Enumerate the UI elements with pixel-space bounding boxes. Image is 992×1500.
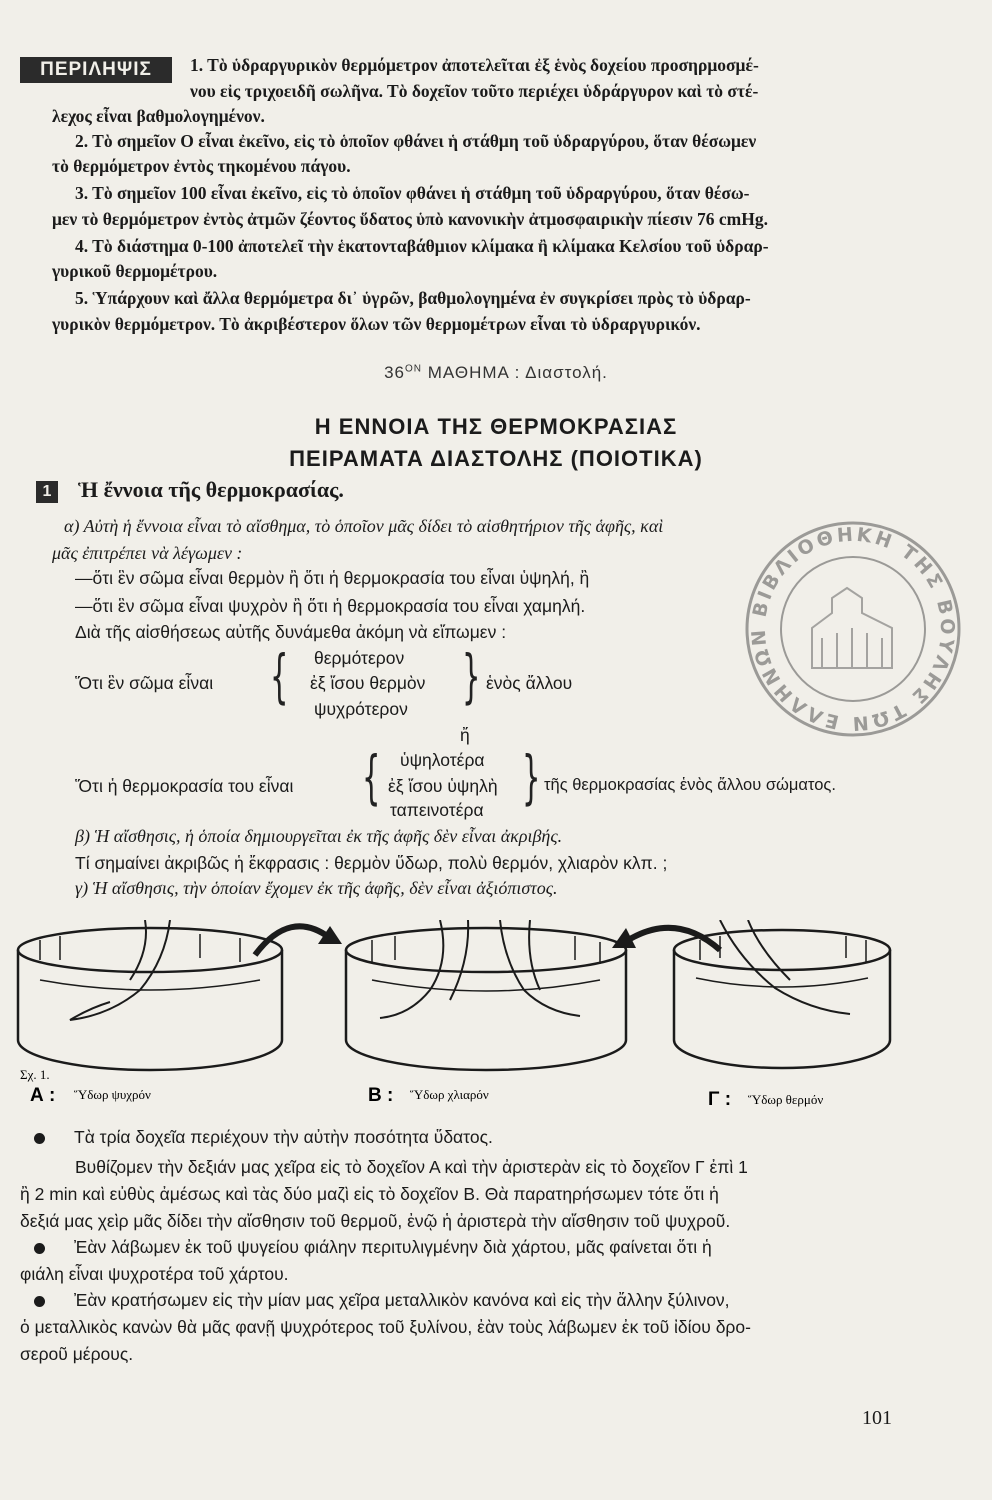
figure-caption: Σχ. 1. — [20, 1067, 50, 1082]
dash-line-warm: —ὅτι ἓν σῶμα εἶναι θερμὸν ἢ ὅτι ἡ θερμοκρασία του εἶναι ὑψηλή, ἢ — [75, 568, 590, 588]
compare2-option-higher: ὑψηλοτέρα — [400, 750, 485, 770]
label-g-text: Ὕδωρ θερμόν — [748, 1092, 824, 1107]
section-number-box — [36, 481, 58, 503]
bullet-1-line2: Βυθίζομεν τὴν δεξιάν μας χεῖρα εἰς τὸ δοχεῖον Α καὶ τὴν ἀριστερὰν εἰς τὸ δοχεῖον Γ ἐπὶ 1 — [75, 1157, 748, 1177]
right-brace: } — [462, 642, 481, 710]
summary-line: γυρικὸν θερμόμετρον. Τὸ ἀκριβέστερον ὅλων τῶν θερμομέτρων εἶναι τὸ ὑδραργυρικόν. — [52, 314, 701, 334]
basin-lukewarm — [346, 920, 626, 1070]
lesson-suffix: ΟΝ — [405, 363, 422, 375]
right-brace: } — [522, 743, 541, 811]
figure-basins — [0, 920, 992, 1110]
summary-line: τὸ θερμόμετρον ἐντὸς τηκομένου πάγου. — [52, 156, 351, 176]
section-number: 1 — [42, 483, 52, 500]
lesson-rest: ΜΑΘΗΜΑ : Διαστολή. — [422, 363, 608, 382]
arrow-left-icon — [625, 928, 720, 950]
paragraph-c: γ) Ἡ αἴσθησις, τὴν ὁποίαν ἔχομεν ἐκ τῆς ἁφῆς, δὲν εἶναι ἀξιόπιστος. — [75, 878, 558, 898]
summary-line: 2. Τὸ σημεῖον O εἶναι ἐκεῖνο, εἰς τὸ ὁποῖον φθάνει ἡ στάθμη τοῦ ὑδραργύρου, ὅταν θέσωμεν — [75, 131, 757, 151]
summary-line: μεν τὸ θερμόμετρον ἐντὸς ἀτμῶν ζέοντος ὕδατος ὑπὸ κανονικὴν ἀτμοσφαιρικὴν πίεσιν 76 cmHg. — [52, 209, 768, 229]
paragraph-a-line2: μᾶς ἐπιτρέπει νὰ λέγωμεν : — [52, 543, 243, 563]
left-brace: { — [362, 743, 381, 811]
building-icon — [812, 588, 892, 668]
summary-line: γυρικοῦ θερμομέτρου. — [52, 261, 218, 281]
arrow-right-icon — [255, 926, 330, 955]
via-sense-line: Διὰ τῆς αἰσθήσεως αὐτῆς δυνάμεθα ἀκόμη νὰ εἴπωμεν : — [75, 622, 507, 642]
label-a-text: Ὕδωρ ψυχρόν — [74, 1087, 151, 1102]
library-stamp — [742, 518, 964, 740]
dash-line-cold: —ὅτι ἓν σῶμα εἶναι ψυχρὸν ἢ ὅτι ἡ θερμοκρασία του εἶναι χαμηλή. — [75, 596, 586, 616]
page-number: 101 — [862, 1407, 892, 1429]
summary-line: 1. Τὸ ὑδραργυρικὸν θερμόμετρον ἀποτελεῖται ἐξ ἑνὸς δοχείου προσηρμοσμέ- — [190, 55, 759, 75]
summary-line: νου εἰς τριχοειδῆ σωλῆνα. Τὸ δοχεῖον τοῦτο περιέχει ὑδράργυρον καὶ τὸ στέ- — [190, 81, 759, 101]
summary-line: 4. Τὸ διάστημα 0-100 ἀποτελεῖ τὴν ἑκατονταβάθμιον κλίμακα ἢ κλίμακα Κελσίου τοῦ ὑδραρ- — [75, 236, 769, 256]
compare2-suffix: τῆς θερμοκρασίας ἑνὸς ἄλλου σώματος. — [544, 776, 836, 794]
bullet-3-line2: ὁ μεταλλικὸς κανὼν θὰ μᾶς φανῇ ψυχρότερος τοῦ ξυλίνου, ἐὰν τοὺς λάβωμεν ἐκ τοῦ ἰδίου δρο- — [20, 1317, 751, 1337]
summary-line: 3. Τὸ σημεῖον 100 εἶναι ἐκεῖνο, εἰς τὸ ὁποῖον φθάνει ἡ στάθμη τοῦ ὑδραργύρου, ὅταν θέσω- — [75, 183, 750, 203]
bullet-2-line1: Ἐὰν λάβωμεν ἐκ τοῦ ψυγείου φιάλην περιτυλιγμένην διὰ χάρτου, μᾶς φαίνεται ὅτι ἡ — [74, 1237, 712, 1257]
label-b-text: Ὕδωρ χλιαρόν — [410, 1087, 489, 1102]
compare1-option-warmer: θερμότερον — [314, 648, 405, 668]
compare1-option-equal: ἐξ ἴσου θερμὸν — [310, 673, 426, 693]
left-brace: { — [270, 642, 289, 710]
compare2-prefix: Ὅτι ἡ θερμοκρασία του εἶναι — [75, 776, 294, 796]
compare1-option-colder: ψυχρότερον — [314, 699, 408, 719]
compare1-suffix: ἑνὸς ἄλλου — [486, 673, 573, 693]
section-heading: Ἡ ἔννοια τῆς θερμοκρασίας. — [78, 477, 344, 502]
bullet-1-line4: δεξιά μας χεὶρ μᾶς δίδει τὴν αἴσθησιν τοῦ θερμοῦ, ἐνῷ ἡ ἀριστερὰ τὴν αἴσθησιν τοῦ ψυχροῦ. — [20, 1211, 731, 1231]
basin-cold — [18, 920, 282, 1070]
page-title-line1: Η ΕΝΝΟΙΑ ΤΗΣ ΘΕΡΜΟΚΡΑΣΙΑΣ — [314, 414, 678, 439]
bullet-1-line1: Τὰ τρία δοχεῖα περιέχουν τὴν αὐτὴν ποσότητα ὕδατος. — [74, 1127, 493, 1147]
bullet-3-line1: Ἐὰν κρατήσωμεν εἰς τὴν μίαν μας χεῖρα μεταλλικὸν κανόνα καὶ εἰς τὴν ἄλλην ξύλινον, — [74, 1290, 730, 1310]
compare2-option-equal: ἐξ ἴσου ὑψηλὴ — [388, 776, 498, 796]
compare1-prefix: Ὅτι ἓν σῶμα εἶναι — [75, 673, 214, 693]
summary-line: λεχος εἶναι βαθμολογημένον. — [52, 106, 265, 126]
summary-line: 5. Ὑπάρχουν καὶ ἄλλα θερμόμετρα δι᾽ ὑγρῶν, βαθμολογημένα ἐν συγκρίσει πρὸς τὸ ὑδραρ- — [75, 288, 751, 308]
summary-badge: ΠΕΡΙΛΗΨΙΣ — [20, 57, 172, 83]
paragraph-a-line1: α) Αὐτὴ ἡ ἔννοια εἶναι τὸ αἴσθημα, τὸ ὁποῖον μᾶς δίδει τὸ αἰσθητήριον τῆς ἁφῆς, καὶ — [64, 516, 664, 536]
bullet-2-line2: φιάλη εἶναι ψυχροτέρα τοῦ χάρτου. — [20, 1264, 289, 1284]
or-text: ἤ — [460, 725, 470, 745]
lesson-number: 36 — [384, 363, 405, 382]
label-a-letter: Α : — [30, 1085, 56, 1106]
bullet-dot — [34, 1133, 45, 1144]
stamp-text: ΒΙΒΛΙΟΘΗΚΗ ΤΗΣ ΒΟΥΛΗΣ ΤΩΝ ΕΛΛΗΝΩΝ — [747, 523, 959, 735]
compare2-option-lower: ταπεινοτέρα — [390, 800, 484, 820]
paragraph-b-question: Τί σημαίνει ἀκριβῶς ἡ ἔκφρασις : θερμὸν ὕδωρ, πολὺ θερμόν, χλιαρὸν κλπ. ; — [75, 853, 668, 873]
label-g-letter: Γ : — [708, 1089, 732, 1110]
label-b-letter: Β : — [368, 1085, 394, 1106]
paragraph-b: β) Ἡ αἴσθησις, ἡ ὁποία δημιουργεῖται ἐκ τῆς ἁφῆς δὲν εἶναι ἀκριβής. — [75, 826, 563, 846]
bullet-dot — [34, 1296, 45, 1307]
lesson-header — [0, 363, 992, 383]
bullet-dot — [34, 1243, 45, 1254]
bullet-1-line3: ἢ 2 min καὶ εὐθὺς ἀμέσως καὶ τὰς δύο μαζὶ εἰς τὸ δοχεῖον Β. Θὰ παρατηρήσωμεν τότε ὅτι ἡ — [20, 1184, 719, 1204]
page-title-line2: ΠΕΙΡΑΜΑΤΑ ΔΙΑΣΤΟΛΗΣ (ΠΟΙΟΤΙΚΑ) — [289, 446, 703, 471]
bullet-3-line3: σεροῦ μέρους. — [20, 1344, 134, 1364]
